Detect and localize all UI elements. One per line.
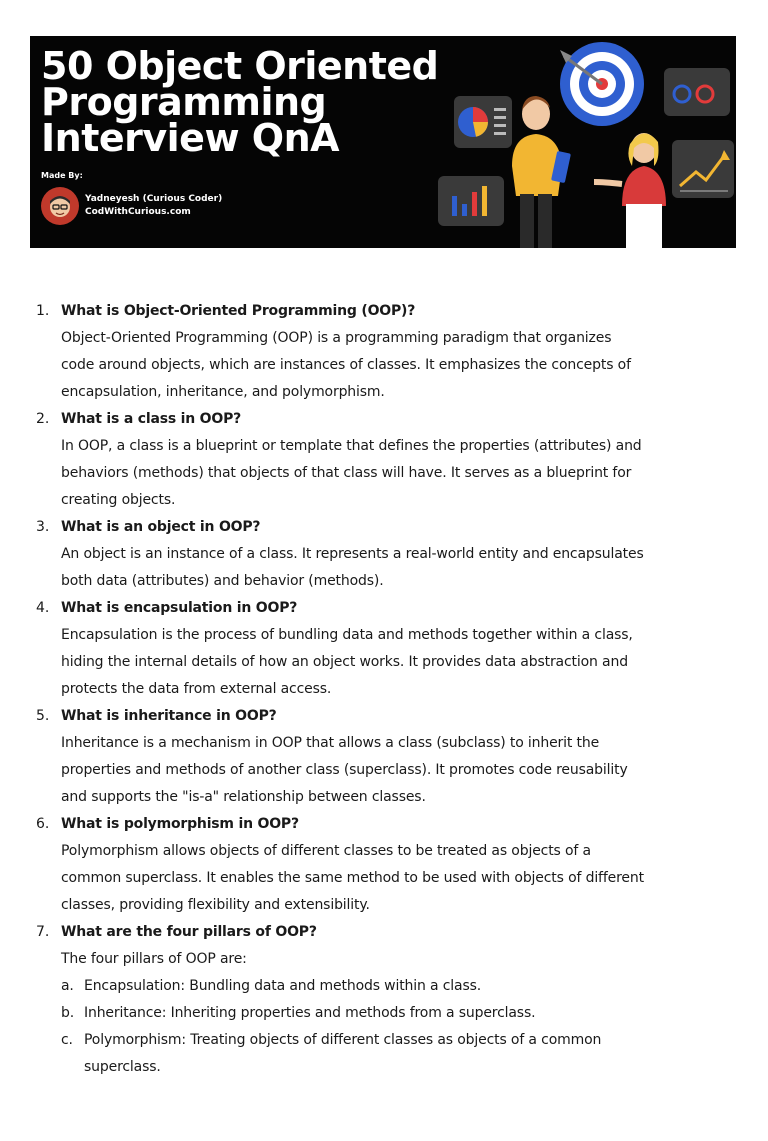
target-icon (560, 42, 644, 126)
question-number: 3. (36, 519, 50, 535)
author-name: Yadneyesh (Curious Coder) (85, 194, 223, 204)
question-text: What is a class in OOP? (61, 411, 242, 427)
question-number: 6. (36, 816, 50, 832)
made-by-label: Made By: (41, 171, 83, 180)
pillar-item (61, 973, 740, 1000)
question-number: 2. (36, 411, 50, 427)
qa-item (30, 514, 740, 595)
qa-item (30, 298, 740, 406)
bar-chart-icon (438, 176, 504, 226)
pillar-line: Inheritance: Inheriting properties and methods from a superclass. (84, 1005, 536, 1021)
question-text: What is encapsulation in OOP? (61, 600, 298, 616)
circles-card-icon (664, 68, 730, 116)
question-text: What are the four pillars of OOP? (61, 924, 317, 940)
author-face-icon (45, 191, 75, 221)
answer-line: creating objects. (61, 492, 176, 508)
question-text: What is Object-Oriented Programming (OOP)? (61, 303, 416, 319)
question-number: 1. (36, 303, 50, 319)
pillar-item (61, 1000, 740, 1027)
answer-line: encapsulation, inheritance, and polymorphism. (61, 384, 385, 400)
qa-item (30, 595, 740, 703)
question-number: 7. (36, 924, 50, 940)
pillar-item (61, 1027, 740, 1081)
answer-line: In OOP, a class is a blueprint or template that defines the properties (attributes) and (61, 438, 642, 454)
pillar-line: Polymorphism: Treating objects of different classes as objects of a common (84, 1032, 602, 1048)
answer-line: Object-Oriented Programming (OOP) is a programming paradigm that organizes (61, 330, 612, 346)
answer-line: properties and methods of another class (superclass). It promotes code reusability (61, 762, 628, 778)
question-text: What is inheritance in OOP? (61, 708, 277, 724)
qa-item (30, 919, 740, 1081)
author-block (41, 187, 222, 225)
answer-line: classes, providing flexibility and extensibility. (61, 897, 370, 913)
pillar-line: superclass. (84, 1059, 161, 1075)
qa-item (30, 406, 740, 514)
header-banner (30, 36, 736, 248)
line-chart-icon (672, 140, 734, 198)
person-presenting-illustration (594, 133, 666, 248)
question-text: What is an object in OOP? (61, 519, 261, 535)
author-text (85, 193, 222, 219)
qa-list (30, 298, 740, 1081)
answer-line: common superclass. It enables the same method to be used with objects of different (61, 870, 644, 886)
qa-item (30, 703, 740, 811)
pie-chart-icon (454, 96, 512, 148)
avatar (41, 187, 79, 225)
pillar-line: Encapsulation: Bundling data and methods within a class. (84, 978, 482, 994)
author-site: CodWithCurious.com (85, 207, 191, 217)
answer-line: and supports the "is-a" relationship between classes. (61, 789, 426, 805)
question-number: 5. (36, 708, 50, 724)
answer-line: Inheritance is a mechanism in OOP that allows a class (subclass) to inherit the (61, 735, 600, 751)
question-number: 4. (36, 600, 50, 616)
banner-illustration (408, 36, 736, 248)
answer-line: Encapsulation is the process of bundling data and methods together within a class, (61, 627, 633, 643)
question-text: What is polymorphism in OOP? (61, 816, 299, 832)
answer-line: protects the data from external access. (61, 681, 332, 697)
banner-title-line: 50 Object Oriented (41, 44, 439, 88)
pillar-letter: c. (61, 1032, 73, 1048)
banner-title-line: Interview QnA (41, 116, 340, 160)
banner-title-line: Programming (41, 80, 327, 124)
qa-item (30, 811, 740, 919)
answer-line: both data (attributes) and behavior (methods). (61, 573, 384, 589)
answer-line: code around objects, which are instances of classes. It emphasizes the concepts of (61, 357, 631, 373)
answer-line: An object is an instance of a class. It represents a real-world entity and encapsulates (61, 546, 644, 562)
answer-line: Polymorphism allows objects of different classes to be treated as objects of a (61, 843, 591, 859)
answer-line: The four pillars of OOP are: (61, 951, 247, 967)
answer-line: hiding the internal details of how an object works. It provides data abstraction and (61, 654, 628, 670)
person-with-tablet-illustration (512, 96, 571, 248)
answer-line: behaviors (methods) that objects of that class will have. It serves as a blueprint for (61, 465, 632, 481)
pillar-letter: a. (61, 978, 74, 994)
pillar-letter: b. (61, 1005, 75, 1021)
banner-title (41, 44, 439, 160)
